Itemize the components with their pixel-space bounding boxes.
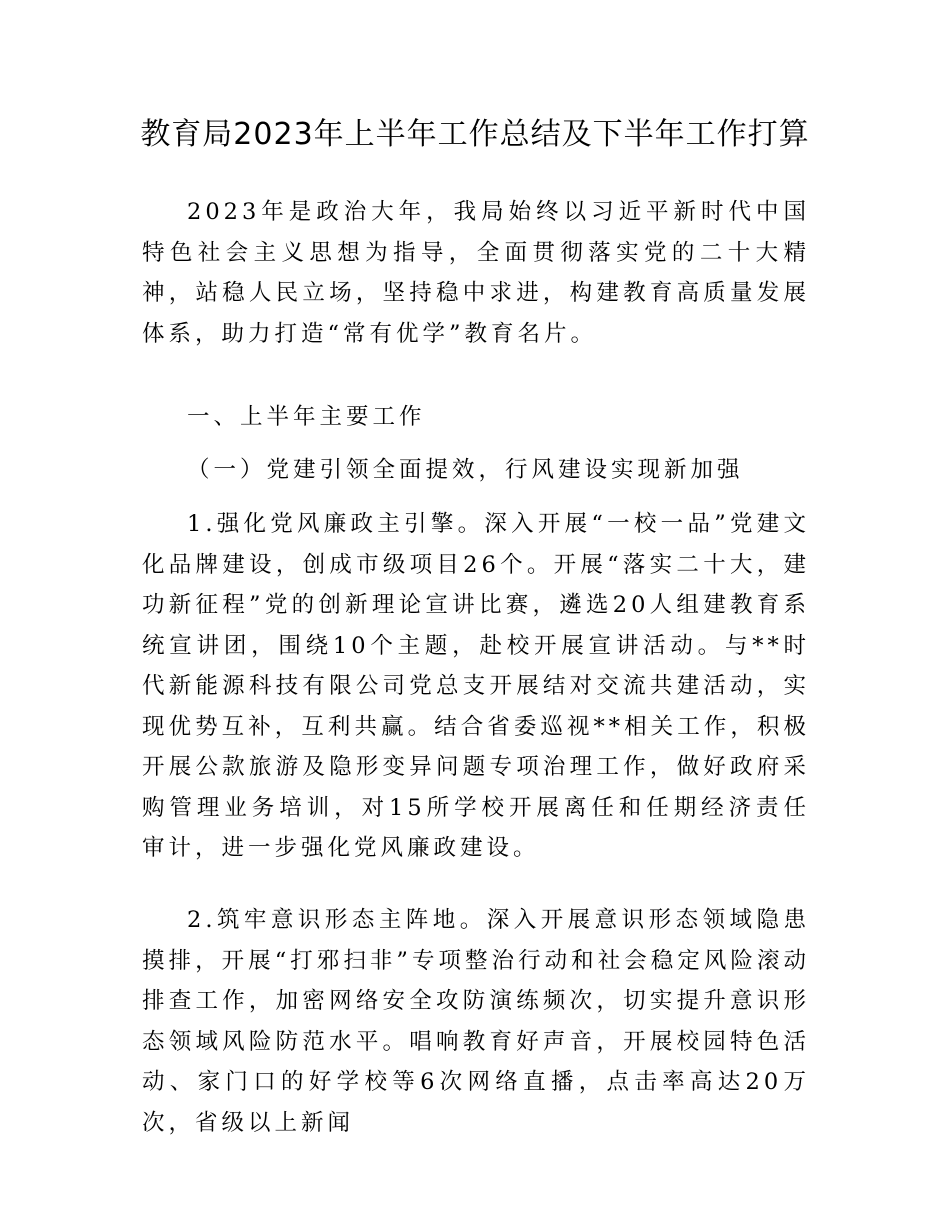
document-title: 教育局2023年上半年工作总结及下半年工作打算 (140, 117, 810, 152)
section-heading: 一、上半年主要工作 (187, 404, 426, 430)
item-paragraph-1: 1.强化党风廉政主引擎。深入开展“一校一品”党建文化品牌建设，创成市级项目26个。开展“落实二十大，建功新征程”党的创新理论宣讲比赛，遴选20人组建教育系统宣讲团，围绕10个主题，赴校开展宣讲活动。与**时代新能源科技有限公司党总支开展结对交流共建活动，实现优势互补，互利共赢。结合省委巡视**相关工作，积极开展公款旅游及隐形变异问题专项治理工作，做好政府采购管理业务培训，对15所学校开展离任和任期经济责任审计，进一步强化党风廉政建设。 (142, 511, 810, 861)
subsection-heading: （一）党建引领全面提效，行风建设实现新加强 (187, 457, 744, 483)
item-paragraph-2: 2.筑牢意识形态主阵地。深入开展意识形态领域隐患摸排，开展“打邪扫非”专项整治行动和社会稳定风险滚动排查工作，加密网络安全攻防演练频次，切实提升意识形态领域风险防范水平。唱响教育好声音，开展校园特色活动、家门口的好学校等6次网络直播，点击率高达20万次，省级以上新闻 (142, 907, 810, 1136)
intro-paragraph: 2023年是政治大年，我局始终以习近平新时代中国特色社会主义思想为指导，全面贯彻落实党的二十大精神，站稳人民立场，坚持稳中求进，构建教育高质量发展体系，助力打造“常有优学”教育名片。 (142, 199, 810, 347)
